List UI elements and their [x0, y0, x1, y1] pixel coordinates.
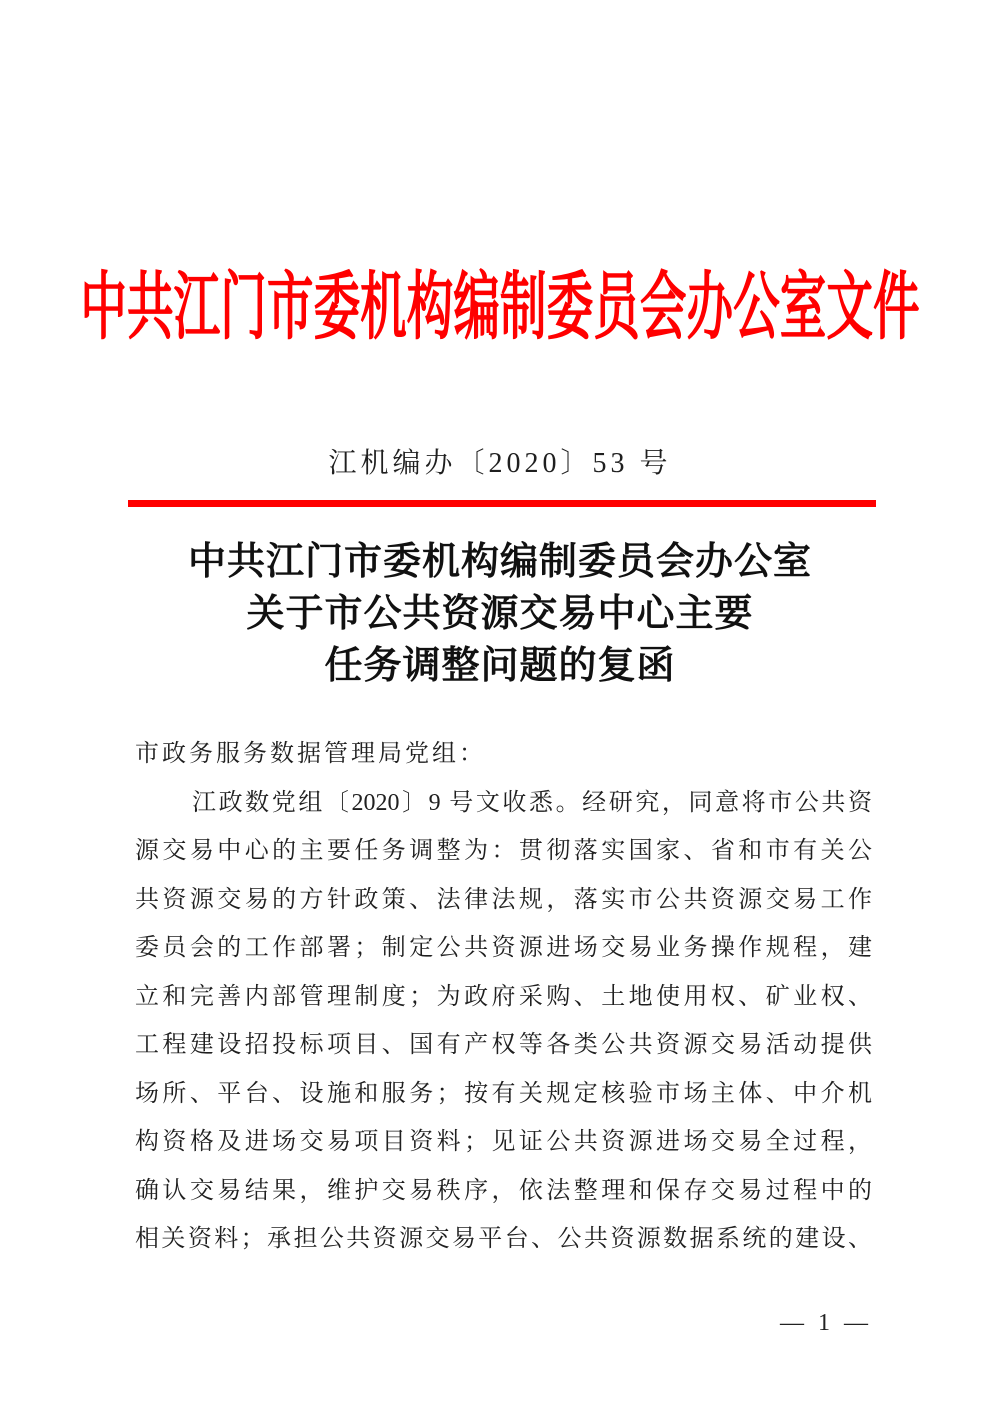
document-title-line: 中共江门市委机构编制委员会办公室: [187, 541, 812, 583]
masthead-title: 中共江门市委机构编制委员会办公室文件: [80, 267, 920, 349]
body-line: 委员会的工作部署；制定公共资源进场交易业务操作规程，建: [135, 935, 872, 961]
document-number: 江机编办〔2020〕53 号: [328, 448, 672, 479]
body-line: 立和完善内部管理制度；为政府采购、土地使用权、矿业权、: [135, 983, 872, 1010]
body-line: 江政数党组〔2020〕9 号文收悉。经研究，同意将市公共资: [192, 789, 872, 816]
page-number: — 1 —: [780, 1310, 872, 1336]
masthead: [0, 258, 1000, 358]
document-title-line: 关于市公共资源交易中心主要: [246, 593, 754, 635]
document-title: [0, 536, 1000, 692]
body-line: 相关资料；承担公共资源交易平台、公共资源数据系统的建设、: [135, 1226, 872, 1252]
body-line: 确认交易结果，维护交易秩序，依法整理和保存交易过程中的: [135, 1177, 872, 1204]
body-line: 工程建设招投标项目、国有产权等各类公共资源交易活动提供: [135, 1032, 872, 1058]
document-title-line: 任务调整问题的复函: [324, 645, 676, 687]
document-body: [135, 730, 872, 1264]
body-line: 构资格及进场交易项目资料；见证公共资源进场交易全过程，: [135, 1129, 872, 1155]
body-line: 源交易中心的主要任务调整为：贯彻落实国家、省和市有关公: [135, 838, 872, 864]
body-line: 场所、平台、设施和服务；按有关规定核验市场主体、中介机: [135, 1080, 872, 1107]
red-separator-line: [128, 500, 876, 507]
body-line: 共资源交易的方针政策、法律法规，落实市公共资源交易工作: [135, 886, 872, 913]
salutation: 市政务服务数据管理局党组：: [135, 741, 486, 767]
